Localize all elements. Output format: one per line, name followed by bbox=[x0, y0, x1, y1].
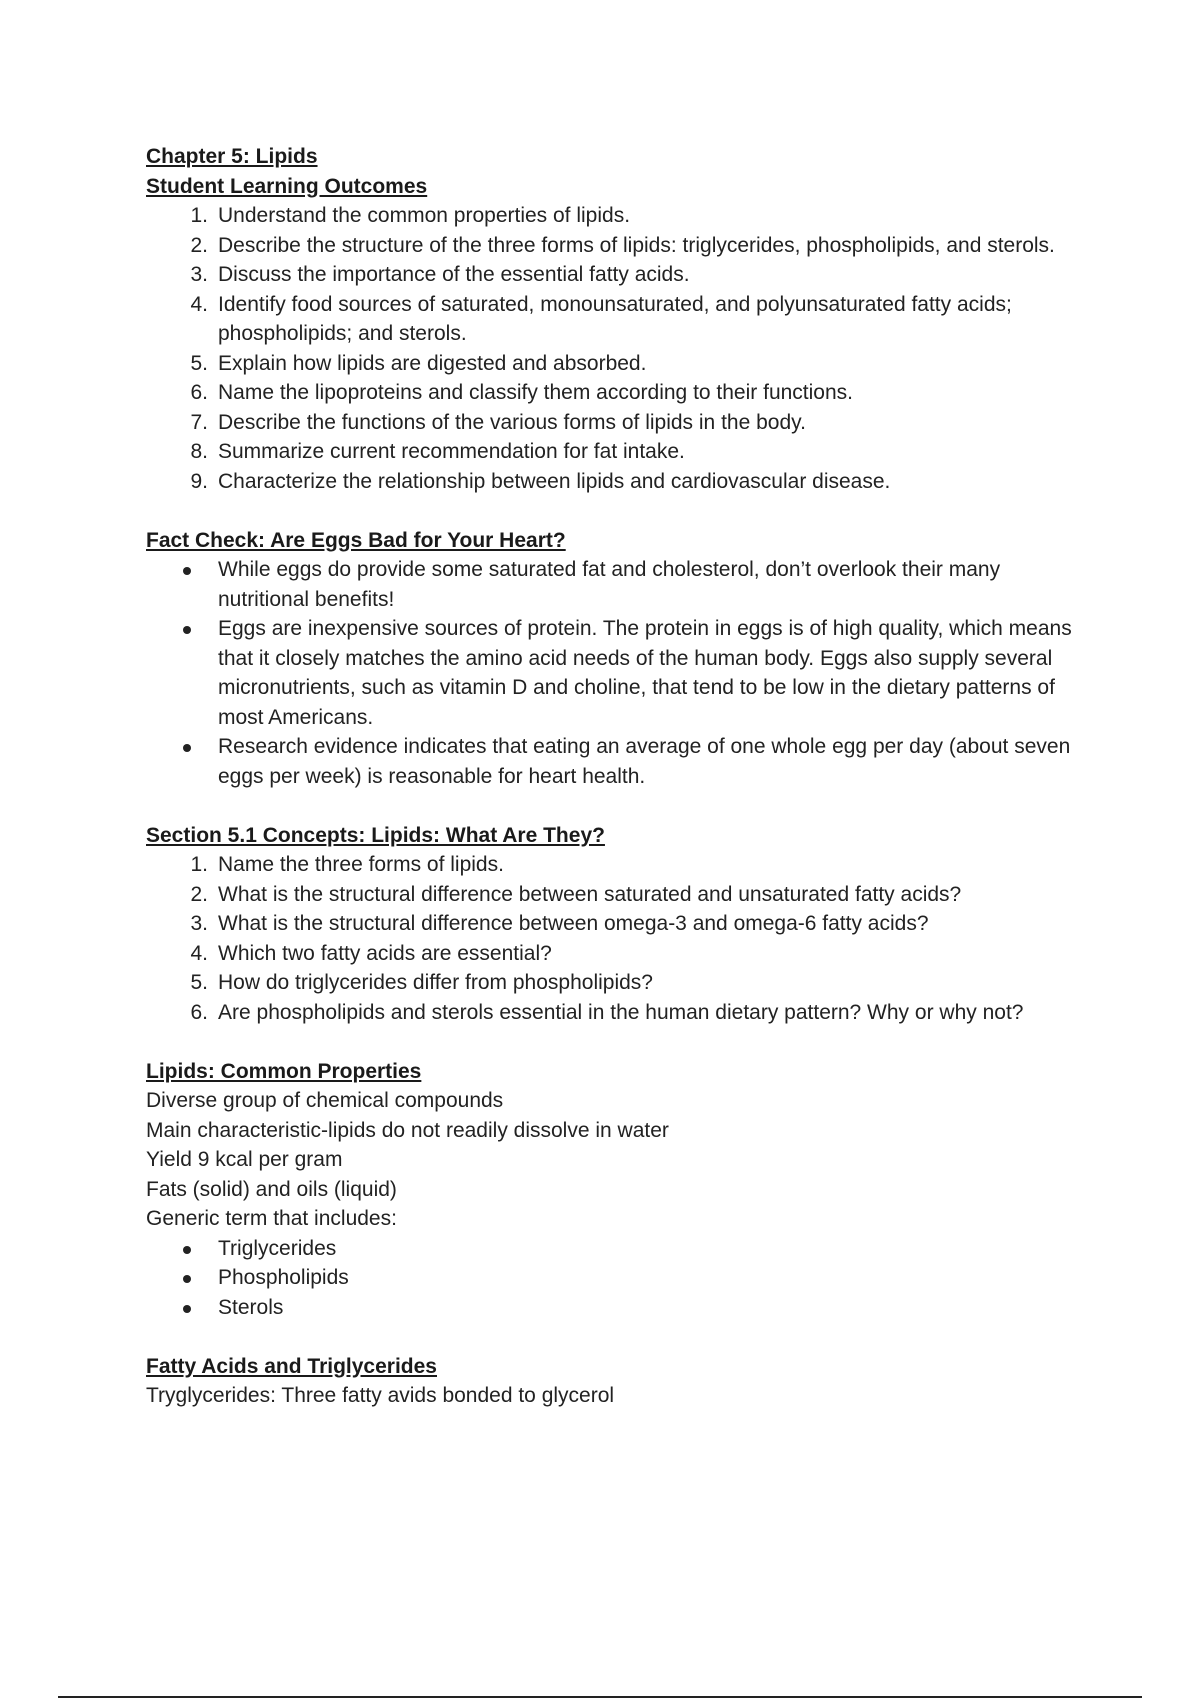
bullet-icon bbox=[183, 567, 191, 575]
outcome-text: Summarize current recommendation for fat intake. bbox=[218, 440, 685, 463]
concept-question bbox=[146, 968, 1086, 998]
spacer bbox=[146, 1322, 1086, 1352]
property-line: Generic term that includes: bbox=[146, 1207, 397, 1230]
outcomes-heading: Student Learning Outcomes bbox=[146, 174, 428, 198]
outcome-number: 7. bbox=[190, 410, 208, 434]
question-text: How do triglycerides differ from phospholipids? bbox=[218, 971, 653, 994]
outcome-text: Characterize the relationship between lipids and cardiovascular disease. bbox=[218, 469, 891, 493]
question-text: Which two fatty acids are essential? bbox=[218, 941, 552, 965]
concept-question bbox=[146, 909, 1086, 939]
outcome-text: Name the lipoproteins and classify them according to their functions. bbox=[218, 381, 853, 404]
outcome-item bbox=[146, 260, 1086, 290]
fact-check-item bbox=[146, 614, 1086, 732]
fact-check-heading: Fact Check: Are Eggs Bad for Your Heart? bbox=[146, 528, 566, 552]
question-text: Name the three forms of lipids. bbox=[218, 853, 504, 876]
concept-question bbox=[146, 880, 1086, 910]
bullet-icon bbox=[183, 1275, 191, 1283]
outcome-number: 8. bbox=[190, 440, 208, 463]
lipid-types-list bbox=[146, 1234, 1086, 1323]
outcome-number: 1. bbox=[190, 204, 208, 227]
question-number: 2. bbox=[190, 882, 208, 906]
outcome-number: 9. bbox=[190, 469, 208, 493]
section-5-1-list bbox=[146, 850, 1086, 1027]
outcome-text: Identify food sources of saturated, monounsaturated, and polyunsaturated fatty acids; phospholipids; and sterols. bbox=[218, 292, 1012, 345]
chapter-title: Chapter 5: Lipids bbox=[146, 145, 318, 168]
bullet-icon bbox=[183, 1305, 191, 1313]
outcome-item bbox=[146, 408, 1086, 438]
outcome-text: Understand the common properties of lipids. bbox=[218, 204, 631, 227]
concept-question bbox=[146, 998, 1086, 1028]
bottom-divider bbox=[58, 1696, 1142, 1698]
outcome-text: Explain how lipids are digested and absorbed. bbox=[218, 351, 647, 375]
lipid-type-item bbox=[146, 1263, 1086, 1293]
property-line: Diverse group of chemical compounds bbox=[146, 1089, 504, 1112]
lipid-type-text: Sterols bbox=[218, 1295, 284, 1319]
outcome-item bbox=[146, 467, 1086, 497]
fact-check-list bbox=[146, 555, 1086, 791]
fatty-acids-heading: Fatty Acids and Triglycerides bbox=[146, 1354, 437, 1378]
spacer bbox=[146, 496, 1086, 526]
question-text: What is the structural difference between saturated and unsaturated fatty acids? bbox=[218, 882, 962, 906]
fact-check-text: While eggs do provide some saturated fat and cholesterol, don’t overlook their many nutritional benefits! bbox=[218, 558, 1001, 611]
outcomes-list bbox=[146, 201, 1086, 496]
outcome-item bbox=[146, 201, 1086, 231]
outcome-text: Describe the structure of the three forms of lipids: triglycerides, phospholipids, and sterols. bbox=[218, 233, 1055, 257]
outcome-number: 2. bbox=[190, 233, 208, 257]
question-number: 3. bbox=[190, 912, 208, 935]
lipid-type-item bbox=[146, 1234, 1086, 1264]
section-5-1-heading: Section 5.1 Concepts: Lipids: What Are They? bbox=[146, 823, 605, 847]
bullet-icon bbox=[183, 626, 191, 634]
question-number: 1. bbox=[190, 853, 208, 876]
fact-check-item bbox=[146, 732, 1086, 791]
fact-check-text: Research evidence indicates that eating an average of one whole egg per day (about seven eggs per week) is reasonable for heart health. bbox=[218, 735, 1071, 788]
outcome-item bbox=[146, 231, 1086, 261]
property-line: Yield 9 kcal per gram bbox=[146, 1148, 343, 1171]
lipid-type-text: Phospholipids bbox=[218, 1266, 349, 1289]
fact-check-text: Eggs are inexpensive sources of protein. The protein in eggs is of high quality, which means that it closely matches the amino acid needs of the human body. Eggs also supply several micronutrients, such as vitamin D and choline, that tend to be low in the dietary patterns of most Americans. bbox=[218, 617, 1072, 729]
lipid-type-item bbox=[146, 1293, 1086, 1323]
concept-question bbox=[146, 850, 1086, 880]
question-number: 4. bbox=[190, 941, 208, 965]
lipid-type-text: Triglycerides bbox=[218, 1236, 337, 1260]
outcome-item bbox=[146, 378, 1086, 408]
fatty-acids-line: Tryglycerides: Three fatty avids bonded to glycerol bbox=[146, 1384, 615, 1407]
outcome-number: 3. bbox=[190, 263, 208, 286]
outcome-item bbox=[146, 349, 1086, 379]
fact-check-item bbox=[146, 555, 1086, 614]
outcome-number: 4. bbox=[190, 292, 208, 316]
bullet-icon bbox=[183, 1246, 191, 1254]
property-line: Fats (solid) and oils (liquid) bbox=[146, 1177, 397, 1201]
outcome-item bbox=[146, 290, 1086, 349]
concept-question bbox=[146, 939, 1086, 969]
question-number: 6. bbox=[190, 1000, 208, 1024]
outcome-text: Describe the functions of the various forms of lipids in the body. bbox=[218, 410, 806, 434]
outcome-number: 5. bbox=[190, 351, 208, 375]
bullet-icon bbox=[183, 744, 191, 752]
spacer bbox=[146, 1027, 1086, 1057]
document-page bbox=[146, 142, 1086, 1411]
outcome-number: 6. bbox=[190, 381, 208, 404]
spacer bbox=[146, 791, 1086, 821]
question-text: What is the structural difference between omega-3 and omega-6 fatty acids? bbox=[218, 912, 929, 935]
outcome-text: Discuss the importance of the essential fatty acids. bbox=[218, 263, 690, 286]
common-properties-heading: Lipids: Common Properties bbox=[146, 1059, 422, 1083]
outcome-item bbox=[146, 437, 1086, 467]
question-number: 5. bbox=[190, 971, 208, 994]
question-text: Are phospholipids and sterols essential in the human dietary pattern? Why or why not? bbox=[218, 1000, 1024, 1024]
property-line: Main characteristic-lipids do not readily dissolve in water bbox=[146, 1118, 669, 1142]
